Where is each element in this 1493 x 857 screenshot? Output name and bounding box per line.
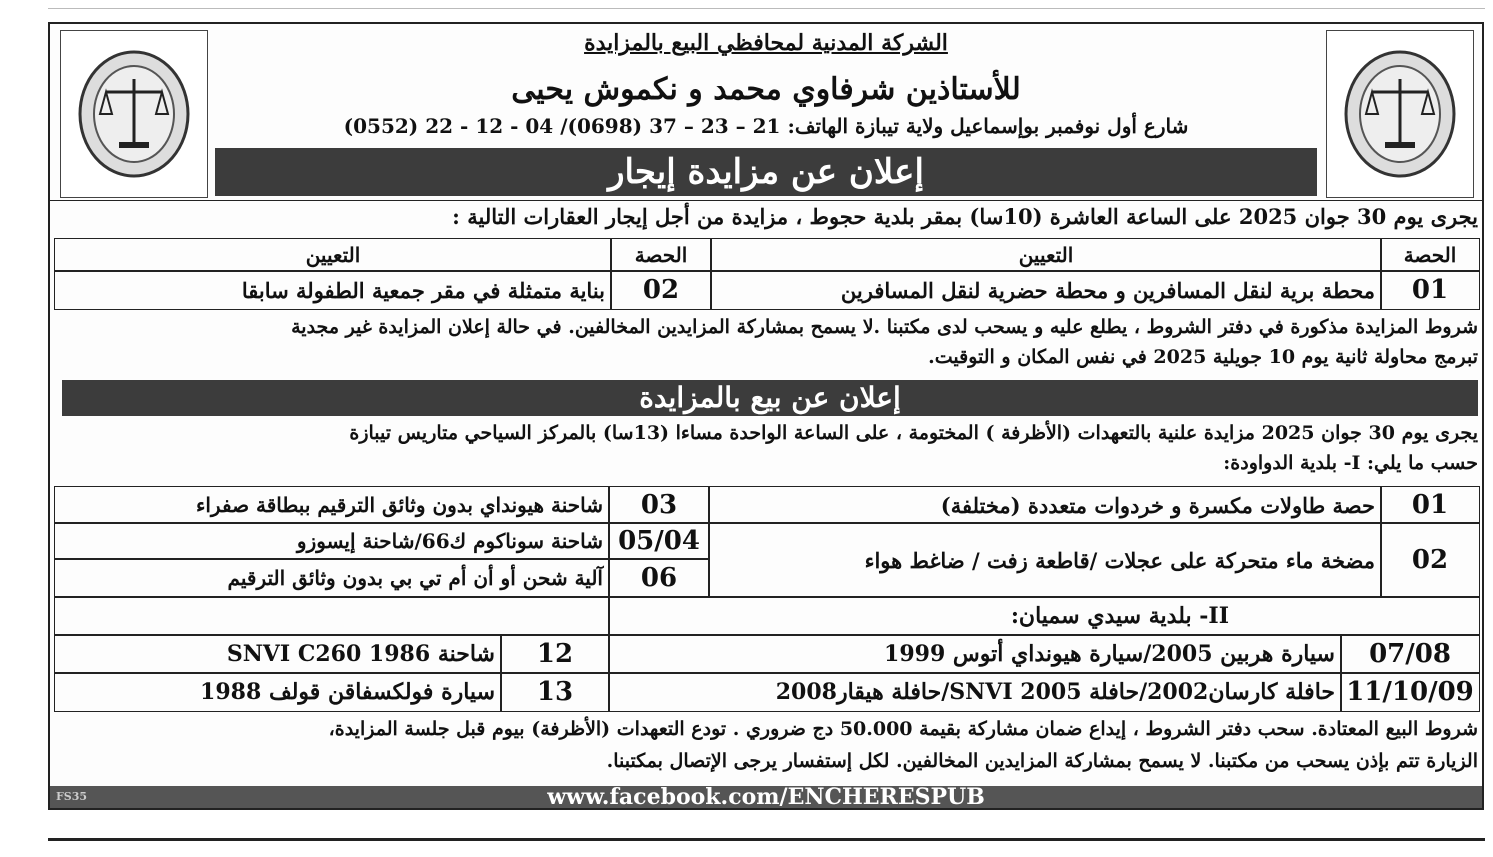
lot-number: 13: [500, 672, 610, 712]
lot-number: 05/04: [608, 522, 710, 560]
lot-description: شاحنة سوناكوم ك66/شاحنة إيسوزو: [54, 522, 610, 560]
lot-number: 11/10/09: [1340, 672, 1480, 712]
footer-bar: [50, 786, 1482, 808]
sale-conditions: الزيارة تتم بإذن يسحب من مكتبنا. لا يسمح بمشاركة المزايدين المخالفين. لكل إستفسار يرجى الإتصال بمكتبنا.: [606, 750, 1478, 772]
announcement-page: [48, 22, 1484, 810]
ad-code: FS35: [56, 790, 88, 803]
lot-description: مضخة ماء متحركة على عجلات /قاطعة زفت / ضاغط هواء: [708, 522, 1382, 598]
lot-number: 02: [610, 270, 712, 310]
rental-banner: إعلان عن مزايدة إيجار: [215, 148, 1317, 196]
lot-description: حافلة كارسان2002/حافلة SNVI 2005/حافلة هيقار2008: [608, 672, 1342, 712]
lot-number: 01: [1380, 486, 1480, 524]
sale-banner: إعلان عن بيع بالمزايدة: [62, 380, 1478, 416]
divider: [50, 200, 1482, 201]
lot-number: 02: [1380, 522, 1480, 598]
rental-conditions: شروط المزايدة مذكورة في دفتر الشروط ، يطلع عليه و يسحب لدى مكتبنا .لا يسمح بمشاركة المزايدين المخالفين. في حالة إعلان المزايدة غير مجدية: [291, 316, 1478, 338]
company-name: الشركة المدنية لمحافظي البيع بالمزايدة: [584, 30, 948, 56]
col-lot-header: الحصة: [1380, 238, 1480, 272]
lot-number: 06: [608, 558, 710, 598]
col-desc-header: التعيين: [710, 238, 1382, 272]
rental-intro: يجرى يوم 30 جوان 2025 على الساعة العاشرة (10سا) بمقر بلدية حجوط ، مزايدة من أجل إيجار العقارات التالية :: [452, 204, 1478, 229]
lot-description: بناية متمثلة في مقر جمعية الطفولة سابقا: [54, 270, 612, 310]
bailiff-names: للأستاذين شرفاوي محمد و نكموش يحيى: [511, 72, 1021, 107]
address-phone: شارع أول نوفمبر بوإسماعيل ولاية تيبازة الهاتف: 21 – 23 – 37 (0698)/ 04 - 12 - 22 (0552): [343, 114, 1189, 138]
seal-right-icon: [1326, 30, 1474, 198]
sale-intro: حسب ما يلي: I- بلدية الدواودة:: [1223, 452, 1478, 474]
seal-left-icon: [60, 30, 208, 198]
sale-conditions: شروط البيع المعتادة. سحب دفتر الشروط ، إيداع ضمان مشاركة بقيمة 50.000 دج ضروري . تودع التعهدات (الأظرفة) بيوم قبل جلسة المزايدة،: [328, 718, 1478, 740]
lot-description: آلية شحن أو أن أم تي بي بدون وثائق الترقيم: [54, 558, 610, 598]
top-rule: [48, 8, 1485, 9]
lot-description: محطة برية لنقل المسافرين و محطة حضرية لنقل المسافرين: [710, 270, 1382, 310]
lot-number: 12: [500, 634, 610, 674]
lot-description: سيارة فولكسفاقن قولف 1988: [54, 672, 502, 712]
lot-description: سيارة هربين 2005/سيارة هيونداي أتوس 1999: [608, 634, 1342, 674]
col-desc-header: التعيين: [54, 238, 612, 272]
rental-conditions: تبرمج محاولة ثانية يوم 10 جويلية 2025 في نفس المكان و التوقيت.: [928, 346, 1478, 368]
lot-number: 07/08: [1340, 634, 1480, 674]
lot-description: حصة طاولات مكسرة و خردوات متعددة (مختلفة): [708, 486, 1382, 524]
lot-number: 01: [1380, 270, 1480, 310]
section2-title: II- بلدية سيدي سميان:: [608, 596, 1480, 636]
sale-intro: يجرى يوم 30 جوان 2025 مزايدة علنية بالتعهدات (الأظرفة ) المختومة ، على الساعة الواحدة مساءا (13سا) بالمركز السياحي متاريس تيبازة: [349, 422, 1478, 444]
col-lot-header: الحصة: [610, 238, 712, 272]
lot-description: شاحنة هيونداي بدون وثائق الترقيم ببطاقة صفراء: [54, 486, 610, 524]
empty-cell: [54, 596, 610, 636]
facebook-link[interactable]: www.facebook.com/ENCHERESPUB: [547, 784, 985, 810]
bottom-rule: [48, 838, 1485, 841]
lot-description: شاحنة SNVI C260 1986: [54, 634, 502, 674]
lot-number: 03: [608, 486, 710, 524]
